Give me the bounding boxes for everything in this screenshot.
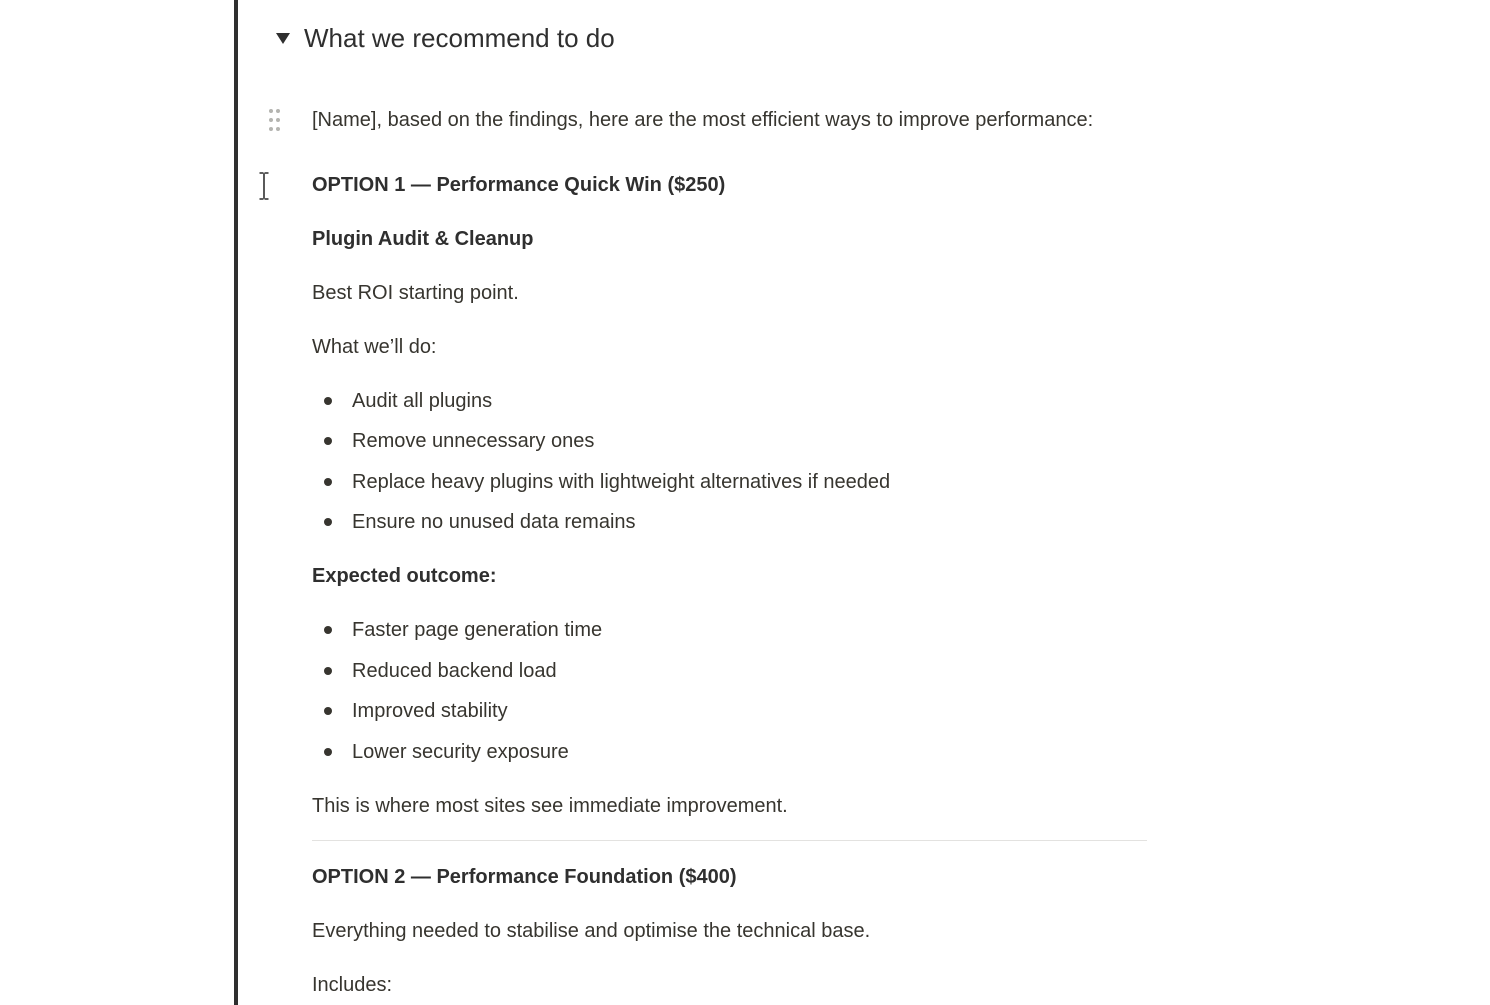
list-item[interactable] [312, 657, 557, 685]
toggle-block[interactable] [275, 18, 615, 58]
option1-what-label[interactable]: What we’ll do: [312, 336, 437, 358]
drag-handle-icon[interactable] [266, 106, 284, 134]
option2-tagline[interactable]: Everything needed to stabilise and optimise the technical base. [312, 920, 871, 942]
intro-paragraph[interactable]: [Name], based on the findings, here are the most efficient ways to improve performance: [312, 109, 1094, 131]
option1-outcome-label[interactable]: Expected outcome: [312, 565, 497, 587]
list-item[interactable] [312, 697, 508, 725]
bullet-icon [312, 468, 352, 496]
list-item-text: Audit all plugins [352, 390, 493, 412]
list-item-text: Ensure no unused data remains [352, 511, 636, 533]
bullet-icon [312, 427, 352, 455]
list-item-text: Reduced backend load [352, 660, 557, 682]
bullet-icon [312, 738, 352, 766]
bullet-icon [312, 387, 352, 415]
option1-tagline[interactable]: Best ROI starting point. [312, 282, 519, 304]
bullet-icon [312, 657, 352, 685]
triangle-down-icon[interactable] [275, 28, 295, 48]
option2-title[interactable]: OPTION 2 — Performance Foundation ($400) [312, 866, 737, 888]
list-item[interactable] [312, 616, 602, 644]
list-item-text: Replace heavy plugins with lightweight alternatives if needed [352, 471, 891, 493]
left-border [234, 0, 238, 1005]
list-item-text: Improved stability [352, 700, 508, 722]
list-item-text: Remove unnecessary ones [352, 430, 595, 452]
bullet-icon [312, 508, 352, 536]
list-item[interactable] [312, 508, 636, 536]
bullet-icon [312, 616, 352, 644]
bullet-icon [312, 697, 352, 725]
list-item[interactable] [312, 468, 890, 496]
divider [312, 840, 1147, 841]
toggle-heading[interactable]: What we recommend to do [304, 22, 615, 53]
list-item-text: Lower security exposure [352, 741, 569, 763]
list-item-text: Faster page generation time [352, 619, 603, 641]
text-cursor-icon [256, 171, 272, 201]
option1-closing[interactable]: This is where most sites see immediate improvement. [312, 795, 788, 817]
option1-title[interactable]: OPTION 1 — Performance Quick Win ($250) [312, 174, 726, 196]
list-item[interactable] [312, 738, 569, 766]
list-item[interactable] [312, 387, 492, 415]
option1-subtitle[interactable]: Plugin Audit & Cleanup [312, 228, 534, 250]
list-item[interactable] [312, 427, 594, 455]
option2-includes-label[interactable]: Includes: [312, 974, 393, 996]
